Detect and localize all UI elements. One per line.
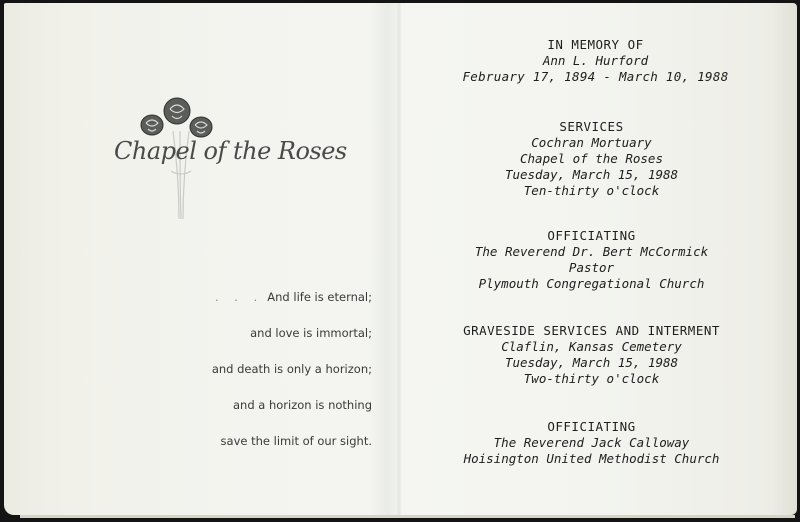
officiating-heading: OFFICIATING: [547, 419, 636, 434]
poem-line: and death is only a horizon;: [211, 362, 372, 376]
life-dates: February 17, 1894 - March 10, 1988: [462, 69, 729, 84]
page-edge: [20, 515, 795, 518]
poem-line: save the limit of our sight.: [220, 434, 372, 448]
right-page: [402, 3, 797, 515]
officiant-church: Plymouth Congregational Church: [478, 276, 705, 291]
services-chapel: Chapel of the Roses: [520, 151, 663, 166]
services-location: Cochran Mortuary: [531, 135, 652, 150]
services-block: [394, 119, 789, 199]
ellipsis: . . .: [215, 290, 264, 304]
graveside-location: Claflin, Kansas Cemetery: [501, 339, 682, 354]
left-page: [4, 3, 398, 515]
services-date: Tuesday, March 15, 1988: [504, 167, 679, 182]
services-time: Ten-thirty o'clock: [523, 183, 660, 198]
graveside-date: Tuesday, March 15, 1988: [504, 355, 679, 370]
graveside-heading: GRAVESIDE SERVICES AND INTERMENT: [463, 323, 720, 338]
poem: [52, 285, 372, 465]
officiant-title: Pastor: [568, 260, 615, 275]
graveside-block: [394, 323, 789, 387]
officiant-church: Hoisington United Methodist Church: [463, 451, 720, 466]
officiant-name: The Reverend Jack Calloway: [493, 435, 690, 450]
logo-text: Chapel of the Roses: [114, 137, 347, 165]
officiating-heading: OFFICIATING: [547, 228, 636, 243]
deceased-name: Ann L. Hurford: [542, 53, 649, 68]
memory-block: [398, 37, 793, 85]
officiating-block-1: [394, 228, 789, 292]
chapel-logo: [110, 89, 350, 219]
services-heading: SERVICES: [559, 119, 624, 134]
poem-line: and a horizon is nothing: [232, 398, 372, 412]
graveside-time: Two-thirty o'clock: [523, 371, 660, 386]
officiant-name: The Reverend Dr. Bert McCormick: [474, 244, 709, 259]
officiating-block-2: [394, 419, 789, 467]
poem-line: and love is immortal;: [250, 326, 372, 340]
poem-text: And life is eternal;: [267, 290, 372, 304]
memory-heading: IN MEMORY OF: [547, 37, 644, 52]
poem-line: [52, 285, 372, 321]
